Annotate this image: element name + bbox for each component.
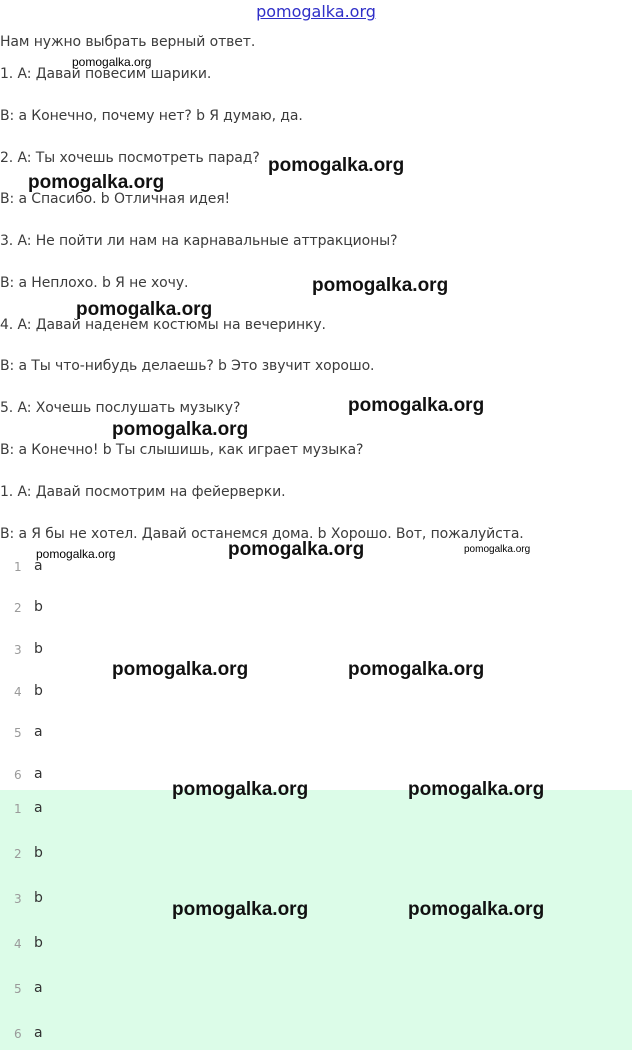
watermark: pomogalka.org [464,544,531,555]
watermark: pomogalka.org [36,547,116,561]
answer-number: 2 [14,847,22,861]
answer-value: b [34,641,43,657]
watermark: pomogalka.org [268,155,405,176]
site-header-link[interactable]: pomogalka.org [256,2,376,21]
watermark: pomogalka.org [28,172,165,193]
task-line: B: a Конечно! b Ты слышишь, как играет музыка? [0,442,364,458]
watermark: pomogalka.org [348,659,485,680]
watermark: pomogalka.org [312,275,449,296]
task-line: 5. A: Хочешь послушать музыку? [0,400,241,416]
task-line: 3. A: Не пойти ли нам на карнавальные аттракционы? [0,233,398,249]
answer-value: b [34,599,43,615]
answer-number: 5 [14,726,22,740]
task-line: B: a Конечно, почему нет? b Я думаю, да. [0,108,303,124]
task-line: B: a Спасибо. b Отличная идея! [0,191,231,207]
answer-number: 3 [14,643,22,657]
watermark: pomogalka.org [112,659,249,680]
watermark: pomogalka.org [172,899,309,920]
task-intro: Нам нужно выбрать верный ответ. [0,34,256,50]
answer-value: b [34,890,43,906]
task-line: 1. A: Давай повесим шарики. [0,66,212,82]
answer-number: 3 [14,892,22,906]
task-line: 2. A: Ты хочешь посмотреть парад? [0,150,260,166]
watermark: pomogalka.org [228,539,365,560]
answer-value: b [34,845,43,861]
task-line: B: a Неплохо. b Я не хочу. [0,275,189,291]
answer-value: b [34,683,43,699]
answer-number: 2 [14,601,22,615]
task-line: B: a Я бы не хотел. Давай останемся дома. b Хорошо. Вот, пожалуйста. [0,526,524,542]
answer-value: a [34,980,43,996]
watermark: pomogalka.org [408,899,545,920]
answer-number: 6 [14,1027,22,1041]
watermark: pomogalka.org [408,779,545,800]
answer-value: a [34,800,43,816]
task-line: 1. A: Давай посмотрим на фейерверки. [0,484,286,500]
watermark: pomogalka.org [348,395,485,416]
answer-number: 6 [14,768,22,782]
answer-value: a [34,558,43,574]
watermark: pomogalka.org [172,779,309,800]
watermark: pomogalka.org [72,55,152,69]
answer-number: 5 [14,982,22,996]
watermark: pomogalka.org [112,419,249,440]
answer-number: 4 [14,685,22,699]
answer-value: a [34,766,43,782]
answer-value: a [34,724,43,740]
answer-number: 1 [14,560,22,574]
task-line: B: a Ты что-нибудь делаешь? b Это звучит хорошо. [0,358,375,374]
task-line: 4. A: Давай наденем костюмы на вечеринку. [0,317,326,333]
answer-number: 4 [14,937,22,951]
answer-value: a [34,1025,43,1041]
answer-value: b [34,935,43,951]
watermark: pomogalka.org [76,299,213,320]
answer-number: 1 [14,802,22,816]
